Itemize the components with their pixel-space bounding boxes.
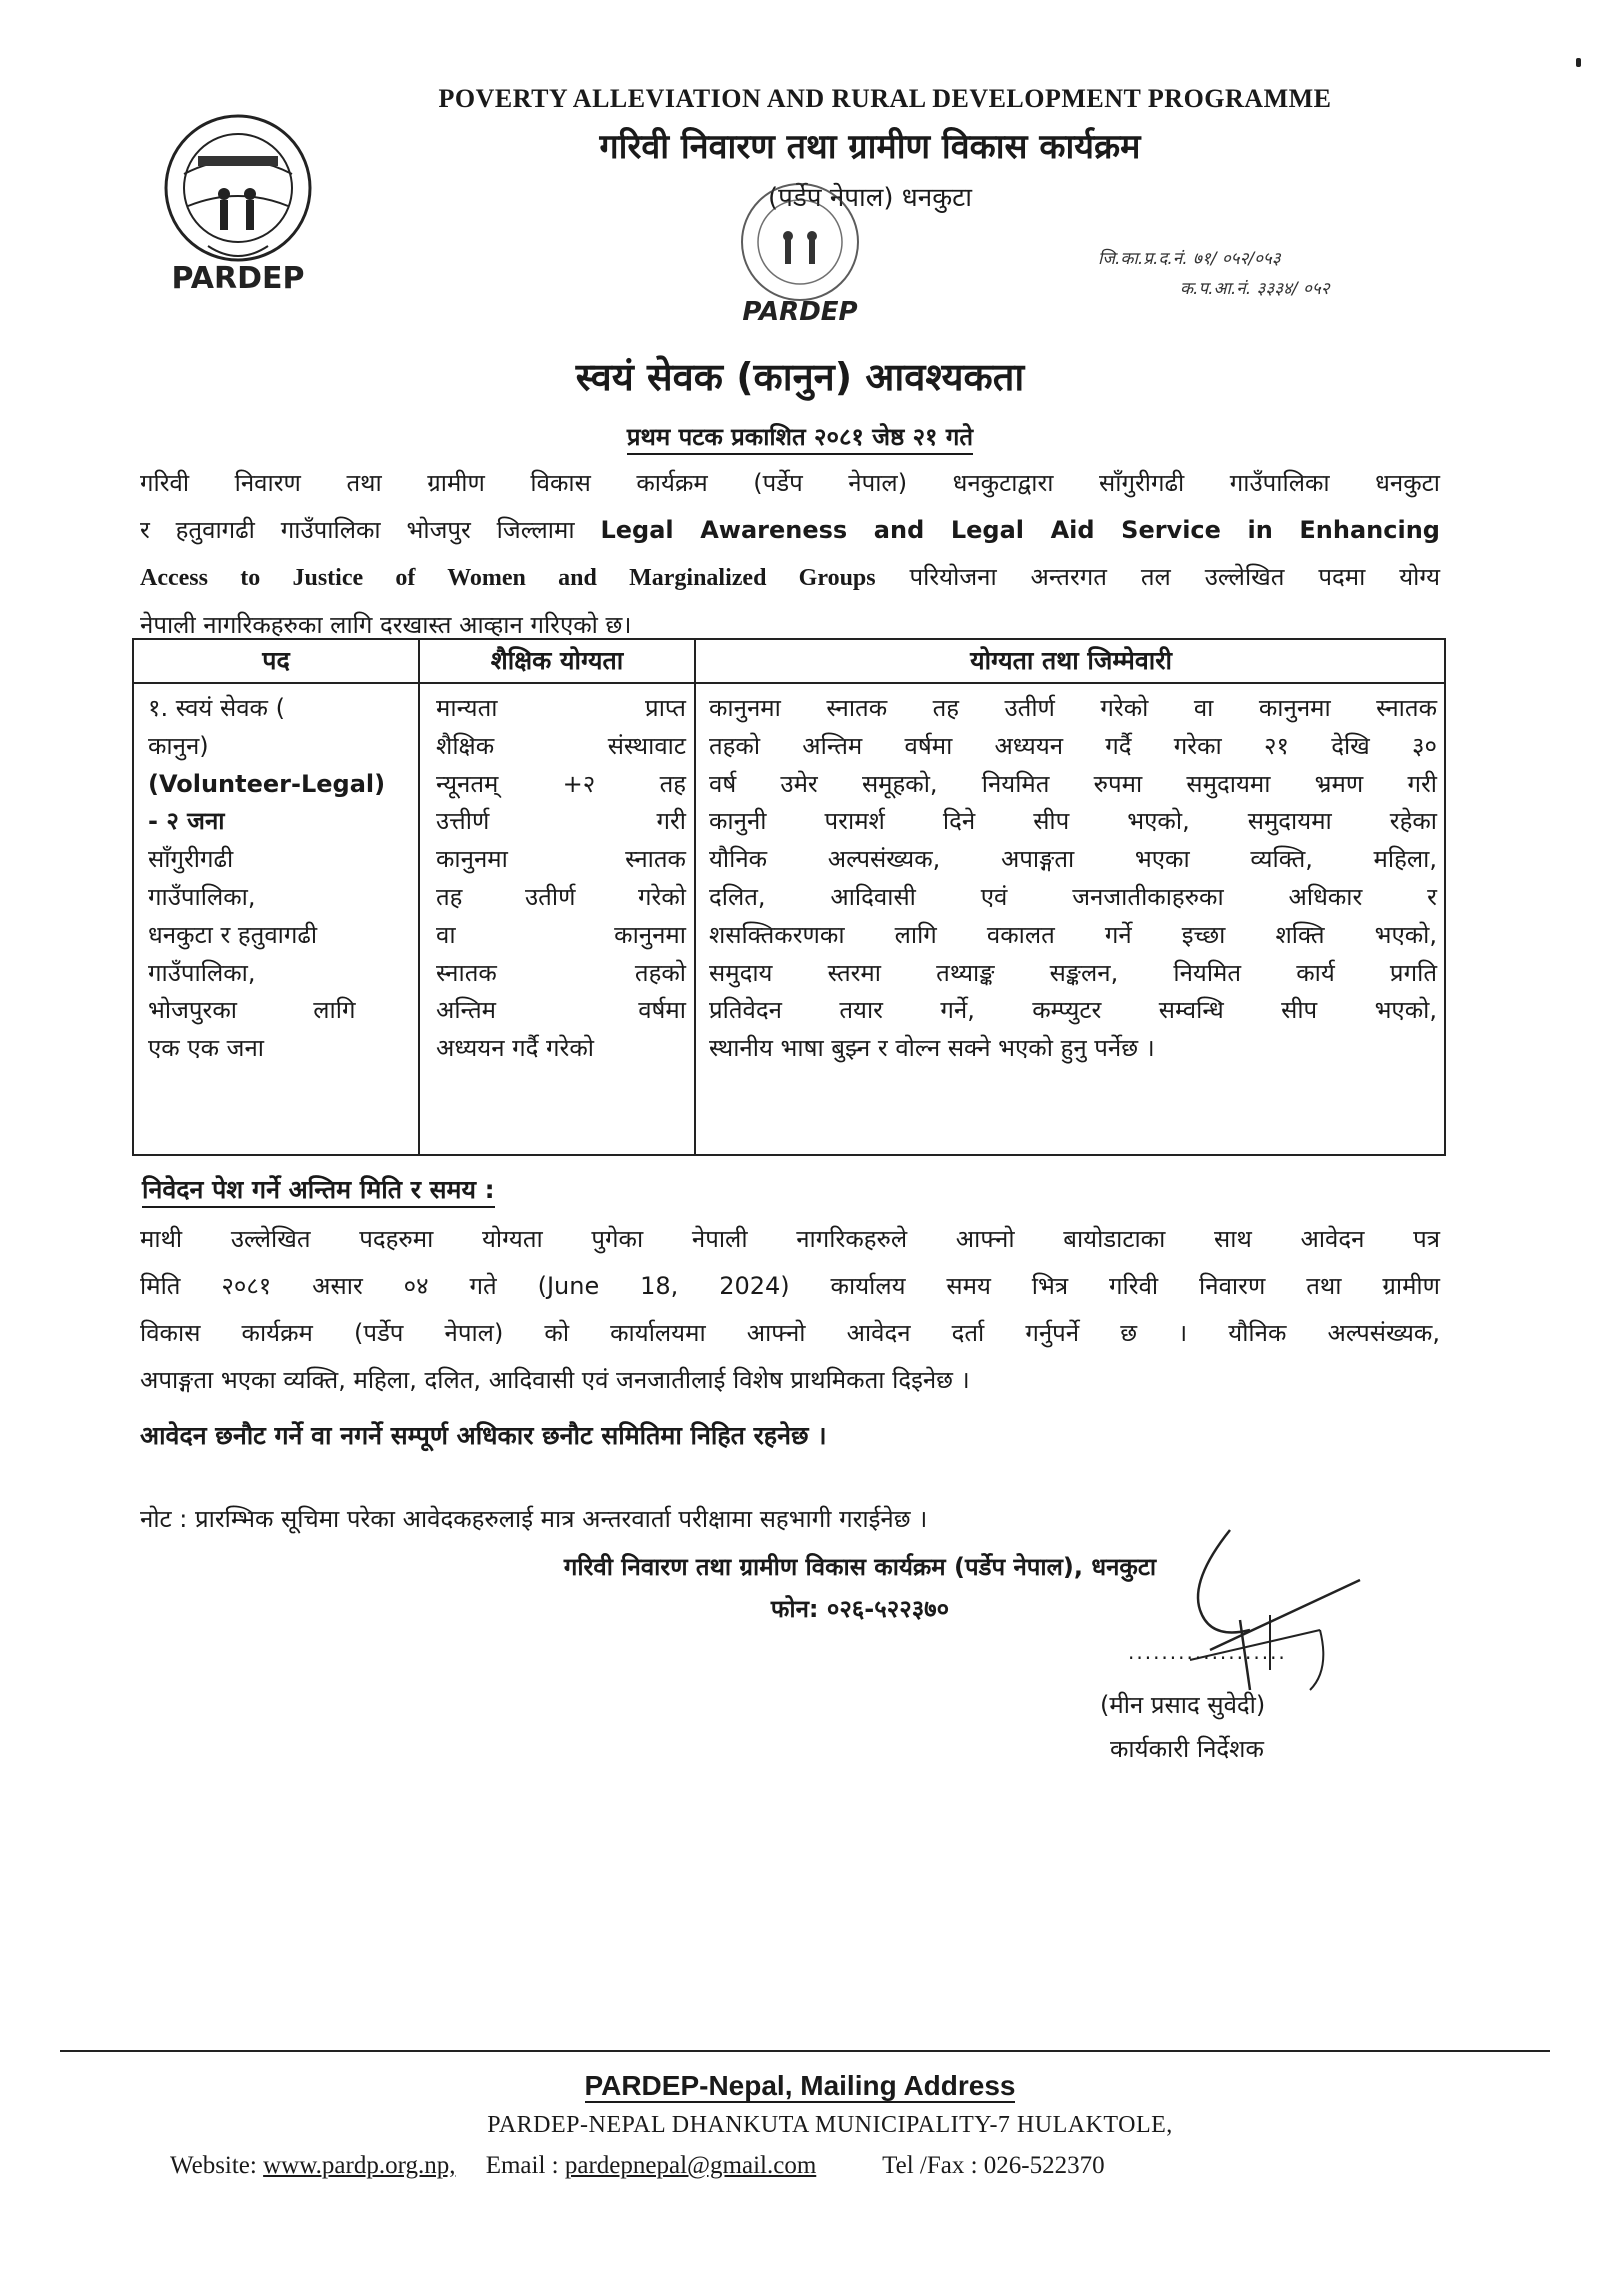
post-cell [148, 690, 418, 1068]
education-line: स्नातक तहको [436, 958, 686, 987]
intro-line-2-np: र हतुवागढी गाउँपालिका भोजपुर जिल्लामा [140, 516, 575, 544]
deadline-heading-text: निवेदन पेश गर्ने अन्तिम मिति र समय : [142, 1175, 495, 1208]
phone-number: फोन: ०२६-५२२३७० [770, 1595, 950, 1623]
deadline-line: विकास कार्यक्रम (पर्डेप नेपाल) को कार्यालयमा आफ्नो आवेदन दर्ता गर्नुपर्ने छ । यौनिक अल्पसंख्यक, [140, 1319, 1440, 1347]
notice-title: स्वयं सेवक (कानुन) आवश्यकता [575, 355, 1025, 399]
footer-divider [60, 2050, 1550, 2052]
intro-line-1: गरिवी निवारण तथा ग्रामीण विकास कार्यक्रम (पर्डेप नेपाल) धनकुटाद्वारा साँगुरीगढी गाउँपालिका धनकुटा [140, 469, 1440, 497]
education-line: मान्यता प्राप्त [436, 694, 686, 722]
intro-line-3 [140, 554, 1440, 602]
duty-line: प्रतिवेदन तयार गर्ने, कम्प्युटर सम्वन्धि सीप भएको, [709, 996, 1437, 1025]
intro-line-4: नेपाली नागरिकहरुका लागि दरखास्त आव्हान गरिएको छ। [140, 611, 632, 639]
education-line: अध्ययन गर्दै गरेको [436, 1034, 595, 1063]
deadline-paragraph [140, 1216, 1440, 1404]
published-date [0, 420, 1600, 453]
deadline-heading [142, 1172, 495, 1206]
deadline-line: अपाङ्गता भएका व्यक्ति, महिला, दलित, आदिवासी एवं जनजातीलाई विशेष प्राथमिकता दिइनेछ । [140, 1366, 970, 1394]
duty-line: स्थानीय भाषा बुझ्न र वोल्न सक्ने भएको हुनु पर्नेछ । [709, 1034, 1155, 1063]
post-line: (Volunteer-Legal) [148, 769, 386, 798]
table-divider [694, 640, 696, 1154]
published-date-text: प्रथम पटक प्रकाशित २०८१ जेष्ठ २१ गते [627, 423, 973, 455]
org-name-english: POVERTY ALLEVIATION AND RURAL DEVELOPMENT PROGRAMME [438, 84, 1332, 113]
project-name-part-1: Legal Awareness and Legal Aid Service in Enhancing [600, 516, 1440, 544]
org-name-nepali: गरिवी निवारण तथा ग्रामीण विकास कार्यक्रम [599, 127, 1141, 167]
post-line: एक एक जना [148, 1034, 265, 1063]
email-label: Email : [485, 2152, 559, 2179]
signature-line: ................... [1128, 1640, 1287, 1664]
signature-mark [1170, 1520, 1370, 1700]
footer-title [0, 2070, 1600, 2102]
duty-line: समुदाय स्तरमा तथ्याङ्क सङ्कलन, नियमित कार्य प्रगति [709, 958, 1437, 987]
scan-mark [1576, 58, 1581, 67]
website-link[interactable]: www.pardp.org.np, [263, 2152, 456, 2179]
stamp-text: PARDEP [742, 297, 858, 327]
duty-line: शसक्तिकरणका लागि वकालत गर्ने इच्छा शक्ति भएको, [709, 920, 1437, 949]
vacancy-table [132, 638, 1446, 1156]
intro-line-3-np: परियोजना अन्तरगत तल उल्लेखित पदमा योग्य [909, 563, 1441, 591]
intro-line-2 [140, 507, 1440, 554]
education-line: वा कानुनमा [436, 920, 686, 949]
post-line: साँगुरीगढी [148, 845, 234, 874]
education-line: उत्तीर्ण गरी [436, 807, 686, 836]
office-stamp [700, 180, 900, 330]
post-line: - २ जना [148, 807, 225, 836]
deadline-line: मिति २०८१ असार ०४ गते (June 18, 2024) कार्यालय समय भित्र गरिवी निवारण तथा ग्रामीण [140, 1272, 1440, 1300]
duty-line: कानुनी परामर्श दिने सीप भएको, समुदायमा रहेका [709, 807, 1437, 836]
column-header-education: शैक्षिक योग्यता [490, 646, 624, 675]
education-line: कानुनमा स्नातक [436, 845, 686, 874]
post-line: धनकुटा र हतुवागढी [148, 920, 318, 949]
signatory-name: (मीन प्रसाद सुवेदी) [1100, 1691, 1266, 1719]
project-name-part-2: Access to Justice of Women and Marginalized Groups [140, 565, 876, 591]
duty-line: वर्ष उमेर समूहको, नियमित रुपमा समुदायमा भ्रमण गरी [709, 769, 1437, 798]
footer-title-text: PARDEP-Nepal, Mailing Address [584, 2070, 1016, 2101]
education-cell [436, 690, 686, 1068]
registration-line-2: क.प.आ.नं. ३३३४/ ०५२ [1180, 279, 1330, 299]
table-header-rule [134, 682, 1444, 684]
issuing-organization: गरिवी निवारण तथा ग्रामीण विकास कार्यक्रम (पर्डेप नेपाल), धनकुटा [563, 1553, 1157, 1581]
interview-note: नोट : प्रारम्भिक सूचिमा परेका आवेदकहरुलाई मात्र अन्तरवार्ता परीक्षामा सहभागी गराईनेछ । [140, 1505, 928, 1533]
tel-fax: Tel /Fax : 026-522370 [882, 2152, 1105, 2179]
duty-line: दलित, आदिवासी एवं जनजातीकाहरुका अधिकार र [709, 882, 1437, 911]
registration-line-1: जि.का.प्र.द.नं. ७१/ ०५२/०५३ [1098, 249, 1281, 269]
post-line: गाउँपालिका, [148, 958, 256, 987]
pardep-logo-text: PARDEP [171, 261, 305, 296]
selection-rights: आवेदन छनौट गर्ने वा नगर्ने सम्पूर्ण अधिकार छनौट समितिमा निहित रहनेछ । [140, 1421, 827, 1450]
deadline-line: माथी उल्लेखित पदहरुमा योग्यता पुगेका नेपाली नागरिकहरुले आफ्नो बायोडाटाका साथ आवेदन पत्र [140, 1225, 1440, 1253]
footer-address: PARDEP-NEPAL DHANKUTA MUNICIPALITY-7 HULAKTOLE, [487, 2112, 1173, 2138]
duty-line: कानुनमा स्नातक तह उतीर्ण गरेको वा कानुनमा स्नातक [709, 694, 1437, 722]
education-line: अन्तिम वर्षमा [436, 996, 686, 1025]
education-line: तह उतीर्ण गरेको [436, 882, 686, 911]
column-header-duties: योग्यता तथा जिम्मेवारी [970, 646, 1172, 675]
duty-line: तहको अन्तिम वर्षमा अध्ययन गर्दै गरेका २१ देखि ३० [709, 731, 1437, 760]
website-label: Website: [170, 2152, 257, 2179]
signatory-title: कार्यकारी निर्देशक [1110, 1735, 1264, 1763]
org-location: (पर्डेप नेपाल) धनकुटा [767, 183, 973, 213]
email-link[interactable]: pardepnepal@gmail.com [564, 2152, 817, 2179]
footer-contact [170, 2152, 1105, 2180]
duty-line: यौनिक अल्पसंख्यक, अपाङ्गता भएका व्यक्ति, महिला, [709, 845, 1437, 874]
post-line: गाउँपालिका, [148, 882, 256, 911]
post-line: भोजपुरका लागि [148, 996, 356, 1025]
post-line: १. स्वयं सेवक ( [148, 694, 285, 722]
education-line: न्यूनतम् +२ तह [436, 769, 686, 798]
column-header-post: पद [262, 646, 290, 675]
table-divider [418, 640, 420, 1154]
post-line: कानुन) [148, 731, 209, 760]
intro-paragraph [140, 460, 1440, 649]
education-line: शैक्षिक संस्थावाट [436, 731, 686, 760]
duties-cell [709, 690, 1437, 1068]
registration-numbers [1098, 244, 1330, 304]
